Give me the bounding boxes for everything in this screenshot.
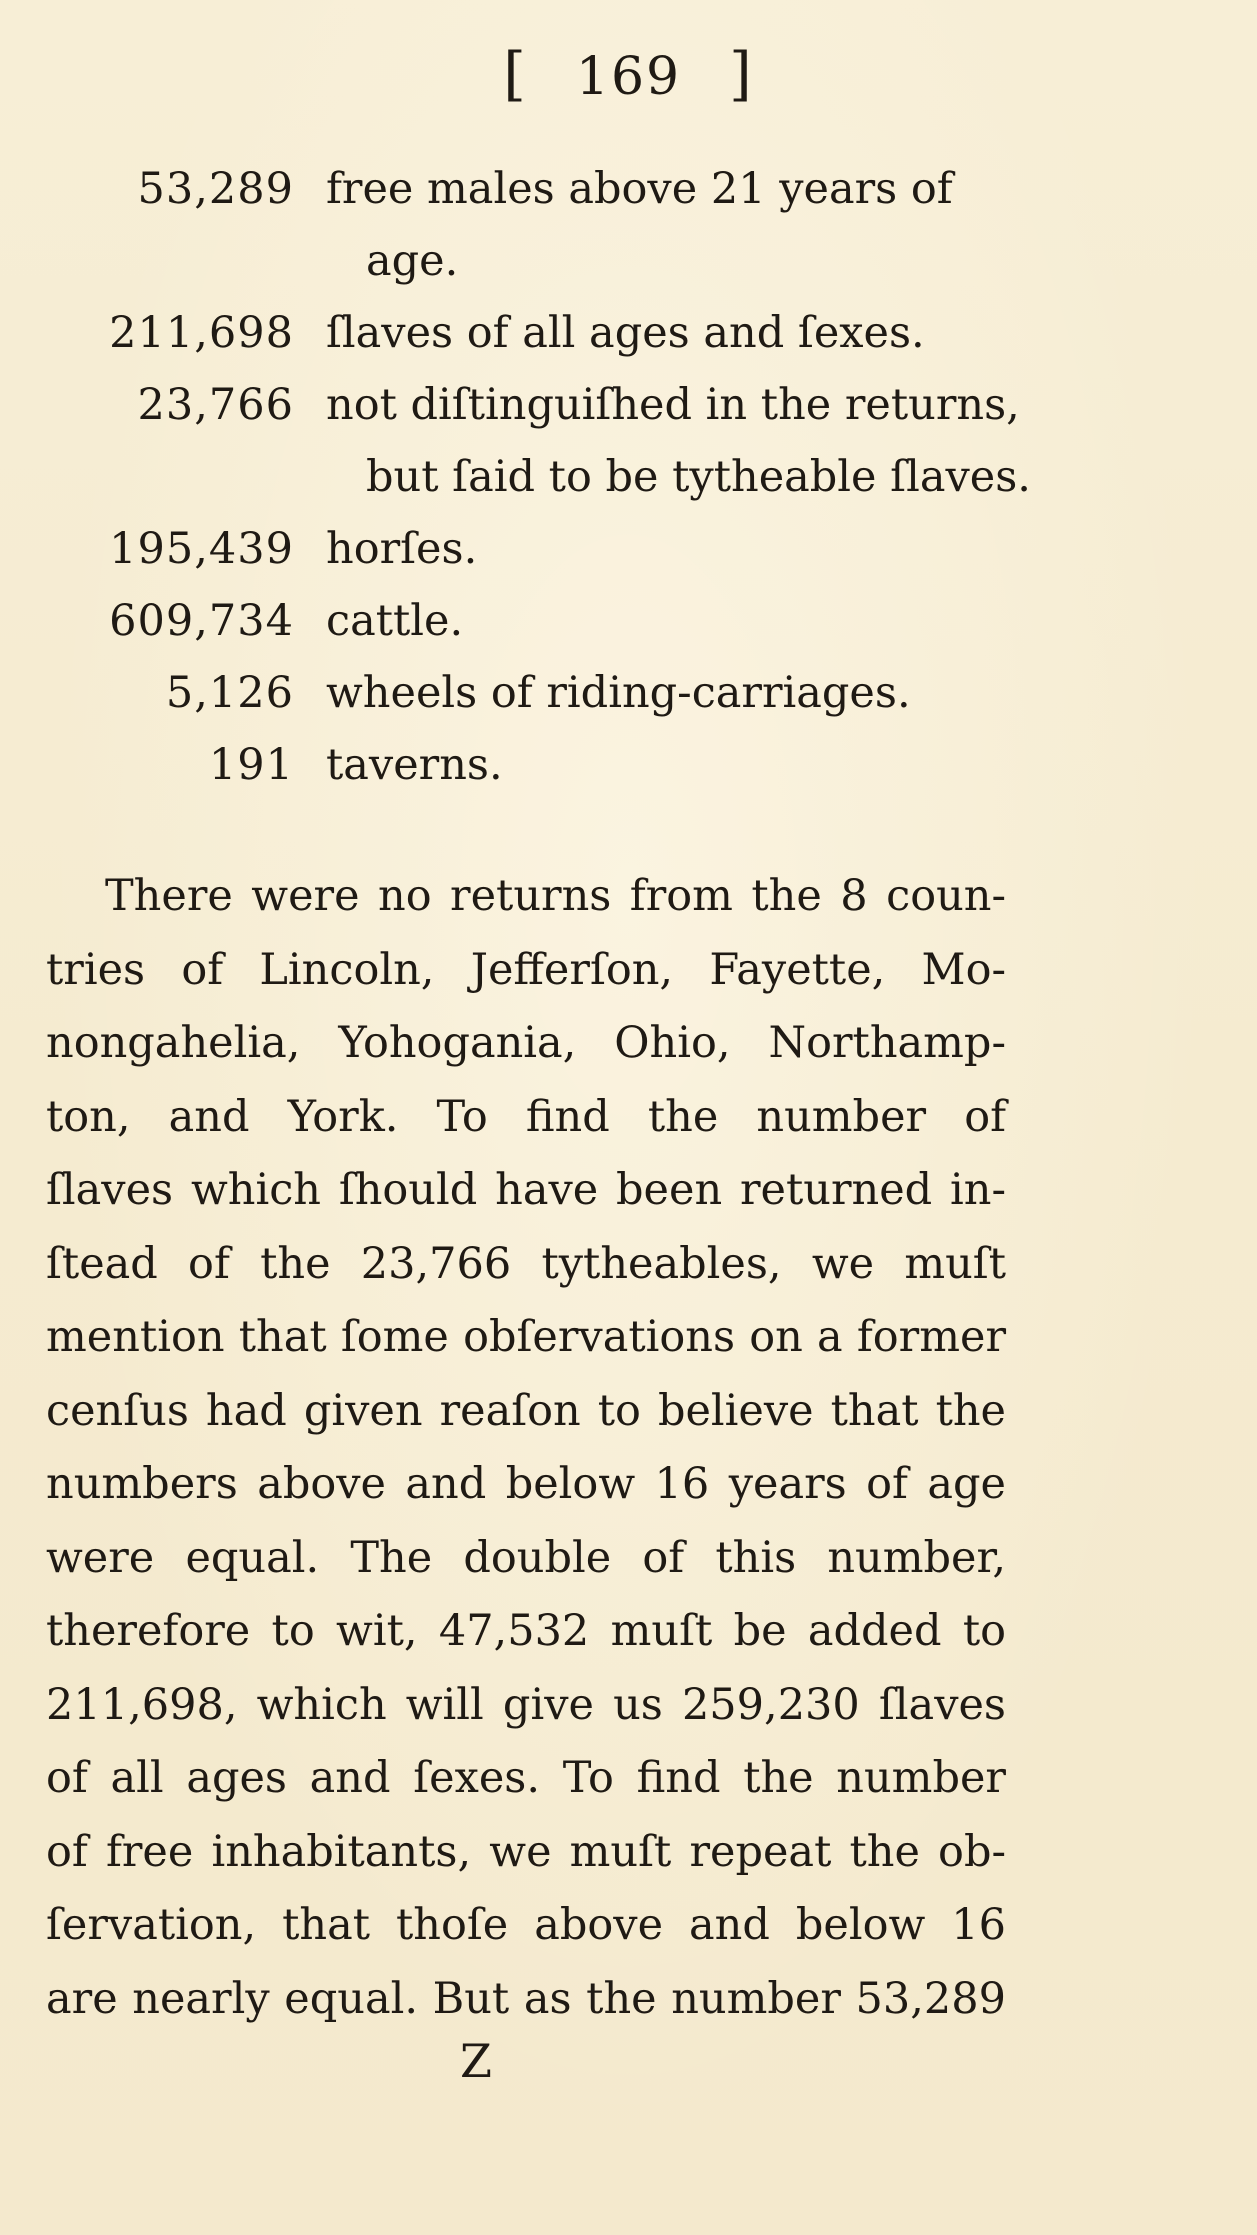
catchword: Z xyxy=(460,2034,492,2088)
paragraph-line: cenſus had given reaſon to believe that the xyxy=(46,1385,1006,1436)
stat-row-continuation xyxy=(0,441,1257,513)
stat-row xyxy=(0,585,1257,657)
stat-row xyxy=(0,153,1257,225)
stat-description: ſlaves of all ages and ſexes. xyxy=(326,308,925,358)
paragraph-line: 211,698, which will give us 259,230 ſlaves xyxy=(46,1679,1006,1730)
stat-number: 5,126 xyxy=(165,668,294,718)
paragraph-line: of free inhabitants, we muſt repeat the ob- xyxy=(46,1826,1006,1877)
paragraph-line: ton, and York. To find the number of xyxy=(46,1091,1006,1142)
paragraph-line: There were no returns from the 8 coun- xyxy=(105,871,1006,921)
stat-number: 211,698 xyxy=(109,308,294,358)
stat-description: wheels of riding-carriages. xyxy=(326,668,911,718)
open-bracket: [ xyxy=(503,40,528,108)
paragraph-line: ſtead of the 23,766 tytheables, we muſt xyxy=(46,1238,1006,1289)
paragraph-line: tries of Lincoln, Jefferſon, Fayette, Mo- xyxy=(46,944,1006,995)
stat-row-continuation xyxy=(0,225,1257,297)
stat-number: 53,289 xyxy=(137,164,294,214)
stat-description: free males above 21 years of xyxy=(326,164,953,214)
paragraph-line: are nearly equal. But as the number 53,289 xyxy=(46,1973,1006,2024)
paragraph-line: nongahelia, Yohogania, Ohio, Northamp- xyxy=(46,1018,1006,1068)
statistics-list xyxy=(0,153,1257,801)
paragraph-line: of all ages and ſexes. To find the number xyxy=(46,1753,1006,1803)
stat-row xyxy=(0,513,1257,585)
stat-number: 609,734 xyxy=(109,596,294,646)
stat-row xyxy=(0,297,1257,369)
stat-row xyxy=(0,369,1257,441)
paragraph-line: ſervation, that thoſe above and below 16 xyxy=(46,1900,1006,1950)
stat-description-continuation: but ſaid to be tytheable ſlaves. xyxy=(366,452,1031,502)
paragraph-line: ſlaves which ſhould have been returned in- xyxy=(46,1165,1006,1215)
stat-description: cattle. xyxy=(326,596,464,646)
page-number: 169 xyxy=(575,47,682,107)
paragraph-line: mention that ſome obſervations on a former xyxy=(46,1312,1006,1362)
paragraph-line: were equal. The double of this number, xyxy=(46,1532,1006,1583)
page-header xyxy=(0,40,1257,108)
stat-description: horſes. xyxy=(326,524,478,574)
close-bracket: ] xyxy=(729,40,754,108)
stat-row xyxy=(0,729,1257,801)
stat-number: 195,439 xyxy=(109,524,294,574)
stat-description: taverns. xyxy=(326,740,503,790)
stat-row xyxy=(0,657,1257,729)
stat-description: not diſtinguiſhed in the returns, xyxy=(326,380,1020,430)
stat-description-continuation: age. xyxy=(366,236,459,286)
stat-number: 23,766 xyxy=(137,380,294,430)
stat-number: 191 xyxy=(208,740,294,790)
paragraph-line: numbers above and below 16 years of age xyxy=(46,1459,1006,1509)
paragraph-line: therefore to wit, 47,532 muſt be added to xyxy=(46,1606,1006,1656)
body-paragraph xyxy=(46,860,1006,2036)
